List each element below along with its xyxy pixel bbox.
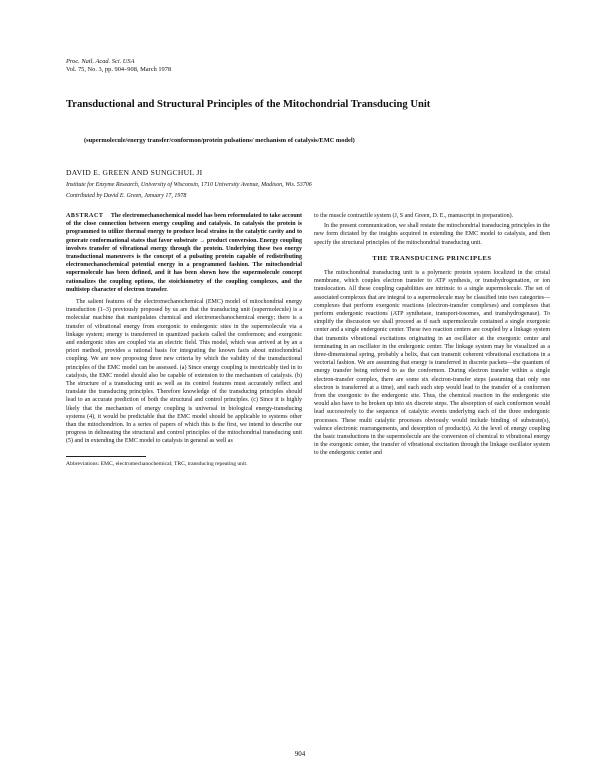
body-paragraph: to the muscle contractile system (J, S and Green, D. E., manuscript in preparation).	[314, 213, 514, 219]
left-column	[66, 212, 302, 470]
abstract	[66, 212, 302, 294]
body-paragraph: In the present communication, we shall restate the mitochondrial transducing principles in the new form dictated by the insights acquired in extending the EMC model to catalysis, and then specify the structural principles of the mitochondrial transducing unit.	[314, 223, 550, 246]
section-heading: THE TRANSDUCING PRINCIPLES	[372, 254, 492, 262]
authors: DAVID E. GREEN AND SUNGCHUL JI	[66, 168, 203, 177]
footnote-rule	[66, 456, 146, 457]
abstract-text: The electromechanochemical model has been reformulated to take account of the close connection between energy coupling and catalysis. In catalysis the protein is programmed to utilize thermal energy to produce local strains in the catalytic cavity and to generate conformational states that favor substrate → product conversion. Energy coupling involves transfer of vibrational energy through the protein. Underlying these two energy transductional maneuvers is the concept of a pulsating protein capable of redistributing electromechanochemical potential energy in a programmed fashion. The mitochondrial supermolecule has been defined, and it has been shown how the supermolecule concept rationalizes the coupling options, the stoichiometry of the coupling complexes, and the multistep character of electron transfer.	[66, 213, 302, 293]
affiliation: Institute for Enzyme Research, University of Wisconsin, 1710 University Avenue, Madison, Wis. 53706	[66, 182, 312, 188]
abstract-label: ABSTRACT	[66, 213, 104, 219]
contributed-line: Contributed by David E. Green, January 17, 1978	[66, 193, 187, 199]
journal-citation	[66, 58, 171, 74]
footnote: Abbreviations: EMC, electromechanochemical; TRC, transducing repeating unit.	[66, 460, 248, 467]
keywords: (supermolecule/energy transfer/conformon/protein pulsations/ mechanism of catalysis/EMC model)	[84, 137, 355, 144]
page-number: 904	[294, 750, 306, 758]
journal-volume: Vol. 75, No. 3, pp. 904–908, March 1978	[66, 66, 172, 73]
journal-name: Proc. Natl. Acad. Sci. USA	[66, 58, 135, 65]
right-column	[314, 212, 550, 460]
body-paragraph: The salient features of the electromechanochemical (EMC) model of mitochondrial energy transduction (1–3) previously proposed by us are that the transducing unit (supermolecule) is a molecular machine that manipulates chemical and electromechanochemical energy; there is a transfer of vibrational energy from exergonic to endergonic sites in the supermolecule via a linkage system; energy is transferred in quantized packets called the conformon; and exergonic and endergonic sites are coupled via an electric field. This model, which was arrived at by an a priori method, provides a rational basis for integrating the known facts about mitochondrial coupling. We are now proposing three new criteria by which the validity of the transductional principles of the EMC model can be assessed. (a) Since energy coupling is inextricably tied in to catalysis, the EMC model should also be capable of extension to the mechanism of catalysis. (b) The structure of a transducing unit as well as its control features must accurately reflect and translate the transducing principles. Therefore knowledge of the transducing principles should lead to an accurate prediction of both the structural and control principles. (c) Since it is highly likely that the mechanism of energy coupling is universal in biological energy-transducing systems (4), it would be predictable that the EMC model should be applicable to systems other than the mitochondrion. In a series of papers of which this is the first, we intend to describe our progress in delineating the structural and control principles of the mitochondrial transducing unit (5) and in extending the EMC model to catalysis in general as well as	[66, 299, 302, 445]
article-title: Transductional and Structural Principles of the Mitochondrial Transducing Unit	[66, 99, 431, 110]
body-paragraph: The mitochondrial transducing unit is a polymeric protein system localized in the cristal membrane, which couples electron transfer to ATP synthesis, or transhydrogenation, or ion translocation. All these coupling capabilities are intrinsic to a single supermolecule. The set of associated complexes that are integral to a supermolecule may be classified into two categories—complexes that perform exergonic reactions (electron-transfer complexes) and complexes that perform endergonic reactions (ATP synthetase, transport-tosomes, and transhydrogenase). To simplify the discussion we shall proceed as if each supermolecule contained a single exergonic center and a single endergonic center. These two reaction centers are coupled by a linkage system that transmits vibrational excitations originating in an oscillator at the exergonic center and terminating in an oscillator in the endergonic center. The linkage system may be visualized as a three-dimensional spring, probably a helix, that can transmit coherent vibrational excitations in a vectorial fashion. We are assuming that energy is transferred in discrete packets—the quantum of energy transfer being referred to as the conformon. During electron transfer within a single electron-transfer complex, there are some six electron-transfer steps (assuming that only one electron is transferred at a time), and each such step would lead to the transfer of a conformon from the exergonic to the endergonic site. Thus, the chemical reaction in the endergonic site would also have to be broken up into six discrete steps. The absorption of each conformon would lead successively to the sequence of catalytic events underlying each of the three endergonic processes. These multi catalytic processes obviously would include binding of substrate(s), valence electronic rearrangements, and desorption of product(s). At the level of energy coupling the basic transductions in the supermolecule are the conversion of chemical to vibrational energy in the exergonic center, the transfer of vibrational excitation through the linkage oscillator system to the endergonic center and	[314, 270, 550, 457]
